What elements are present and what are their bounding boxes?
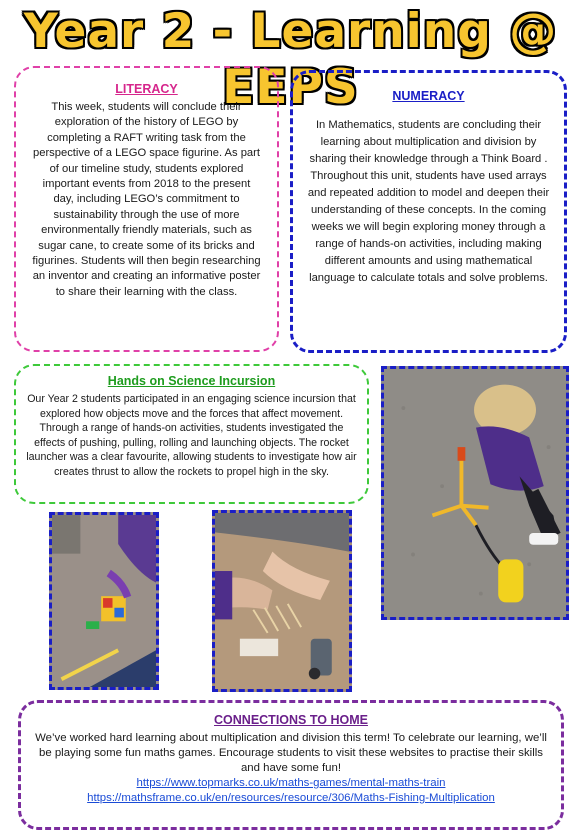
home-heading: CONNECTIONS TO HOME — [214, 713, 368, 727]
connections-home-section — [18, 700, 564, 830]
ramp-table-photo — [212, 510, 352, 692]
literacy-heading: LITERACY — [115, 82, 178, 96]
numeracy-heading: NUMERACY — [392, 89, 465, 103]
topmarks-link[interactable]: https://www.topmarks.co.uk/maths-games/mental-maths-train — [136, 777, 446, 789]
numeracy-section — [290, 70, 567, 353]
page-title: Year 2 - Learning @ EEPS — [23, 4, 558, 115]
science-body: Our Year 2 students participated in an engaging science incursion that explored how objects move and the forces that affect movement. Through a range of hands-on activities, students investigated the effects of pushing, pulling, rolling and launching objects. The rocket launcher was a clear favourite, allowing students to investigate how air creates thrust to allow the rockets to propel high in the sky. — [26, 393, 357, 478]
rocket-launcher-photo — [381, 366, 569, 620]
science-heading: Hands on Science Incursion — [107, 374, 276, 388]
literacy-body: This week, students will conclude their exploration of the history of LEGO by completing a RAFT writing task from the perspective of a LEGO space figurine. As part of our timeline study, students explored important events from 2018 to the present day, including LEGO’s commitment to sustainability through the use of more environmentally friendly materials, such as sugar cane, to create some of its bricks and figurines. Students will then begin researching an inventor and creating an informative poster to share their learning with the class. — [32, 101, 261, 298]
mathsframe-link[interactable]: https://mathsframe.co.uk/en/resources/resource/306/Maths-Fishing-Multiplication — [87, 792, 495, 804]
literacy-section — [14, 66, 279, 352]
numeracy-body: In Mathematics, students are concluding their learning about multiplication and division by sharing their knowledge through a Think Board . Throughout this unit, students have used arrays and repeated addition to model and deepen their understanding of these concepts. In the coming weeks we will begin exploring money through a range of hands-on activities, including making different amounts and using mathematical language to calculate totals and solve problems. — [307, 119, 550, 284]
home-body: We’ve worked hard learning about multiplication and division this term! To celebrate our learning, we’ll be playing some fun maths games. Encourage students to visit these websites to practise their skills and have some fun! — [35, 732, 547, 774]
rolling-cube-photo — [49, 512, 159, 690]
science-section — [14, 364, 369, 504]
